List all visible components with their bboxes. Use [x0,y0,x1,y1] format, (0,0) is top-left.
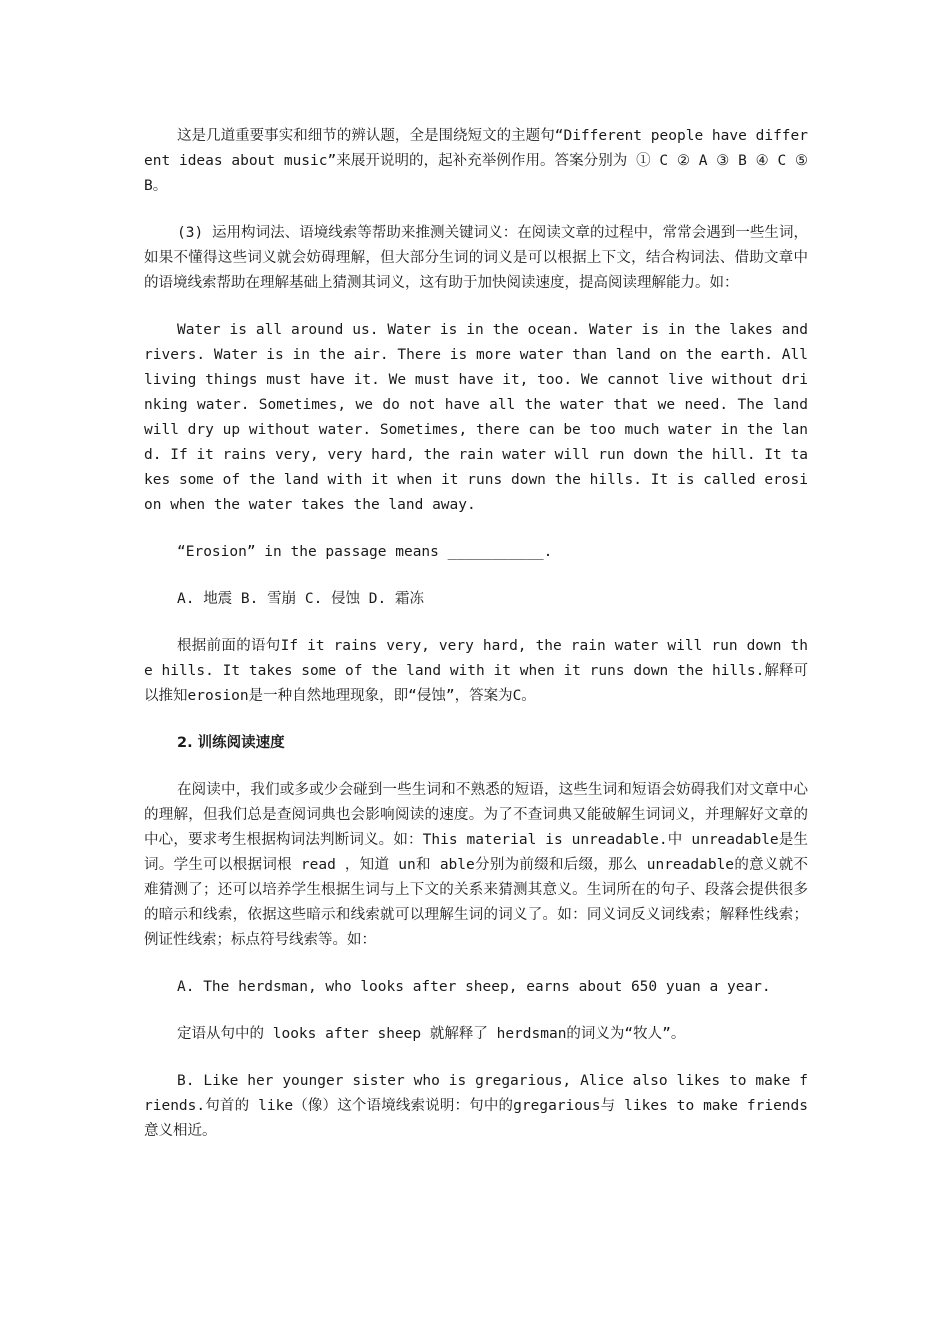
paragraph-erosion-question: “Erosion” in the passage means ___________. [177,544,553,560]
paragraph-word-formation-tip: (3) 运用构词法、语境线索等帮助来推测关键词义：在阅读文章的过程中，常常会遇到一些生词，如果不懂得这些词义就会妨碍理解，但大部分生词的词义是可以根据上下文，结合构词法、借助文章中的语境线索帮助在理解基础上猜测其词义，这有助于加快阅读速度，提高阅读理解能力。如： [144,225,808,291]
paragraph-erosion-explanation: 根据前面的语句If it rains very, very hard, the rain water will run down the hills. It takes some of the land with it when it runs down the hills.解释可以推知erosion是一种自然地理现象，即“侵蚀”，答案为C。 [144,638,808,704]
document-page [144,124,808,1166]
paragraph-reading-speed-intro: 在阅读中，我们或多或少会碰到一些生词和不熟悉的短语，这些生词和短语会妨碍我们对文章中心的理解，但我们总是查阅词典也会影响阅读的速度。为了不查词典又能破解生词词义，并理解好文章的中心，要求考生根据构词法判断词义。如：This material is unreadable.中 unreadable是生词。学生可以根据词根 read ，知道 un和 able分别为前缀和后缀，那么 unreadable的意义就不难猜测了；还可以培养学生根据生词与上下文的关系来猜测其意义。生词所在的句子、段落会提供很多的暗示和线索，依据这些暗示和线索就可以理解生词的词义了。如：同义词反义词线索；解释性线索；例证性线索；标点符号线索等。如： [144,782,808,948]
paragraph-example-herdsman: A. The herdsman, who looks after sheep, earns about 650 yuan a year. [177,979,771,995]
paragraph-answer-options: A. 地震 B. 雪崩 C. 侵蚀 D. 霜冻 [177,591,424,607]
section-heading-reading-speed: 2. 训练阅读速度 [177,735,285,751]
paragraph-example-gregarious: B. Like her younger sister who is gregarious, Alice also likes to make friends.句首的 like（像）这个语境线索说明：句中的gregarious与 likes to make friends意义相近。 [144,1073,808,1139]
paragraph-herdsman-explanation: 定语从句中的 looks after sheep 就解释了 herdsman的词义为“牧人”。 [177,1026,686,1042]
paragraph-water-passage: Water is all around us. Water is in the ocean. Water is in the lakes and rivers. Water is in the air. There is more water than land on the earth. All living things must have it. We must have it, too. We cannot live without drinking water. Sometimes, we do not have all the water that we need. The land will dry up without water. Sometimes, there can be too much water in the land. If it rains very, very hard, the rain water will run down the hill. It takes some of the land with it when it runs down the hills. It is called erosion when the water takes the land away. [144,322,808,513]
paragraph-answer-explanation: 这是几道重要事实和细节的辨认题，全是围绕短文的主题句“Different people have different ideas about music”来展开说明的，起补充举例作用。答案分别为 ① C ② A ③ B ④ C ⑤ B。 [144,128,808,194]
